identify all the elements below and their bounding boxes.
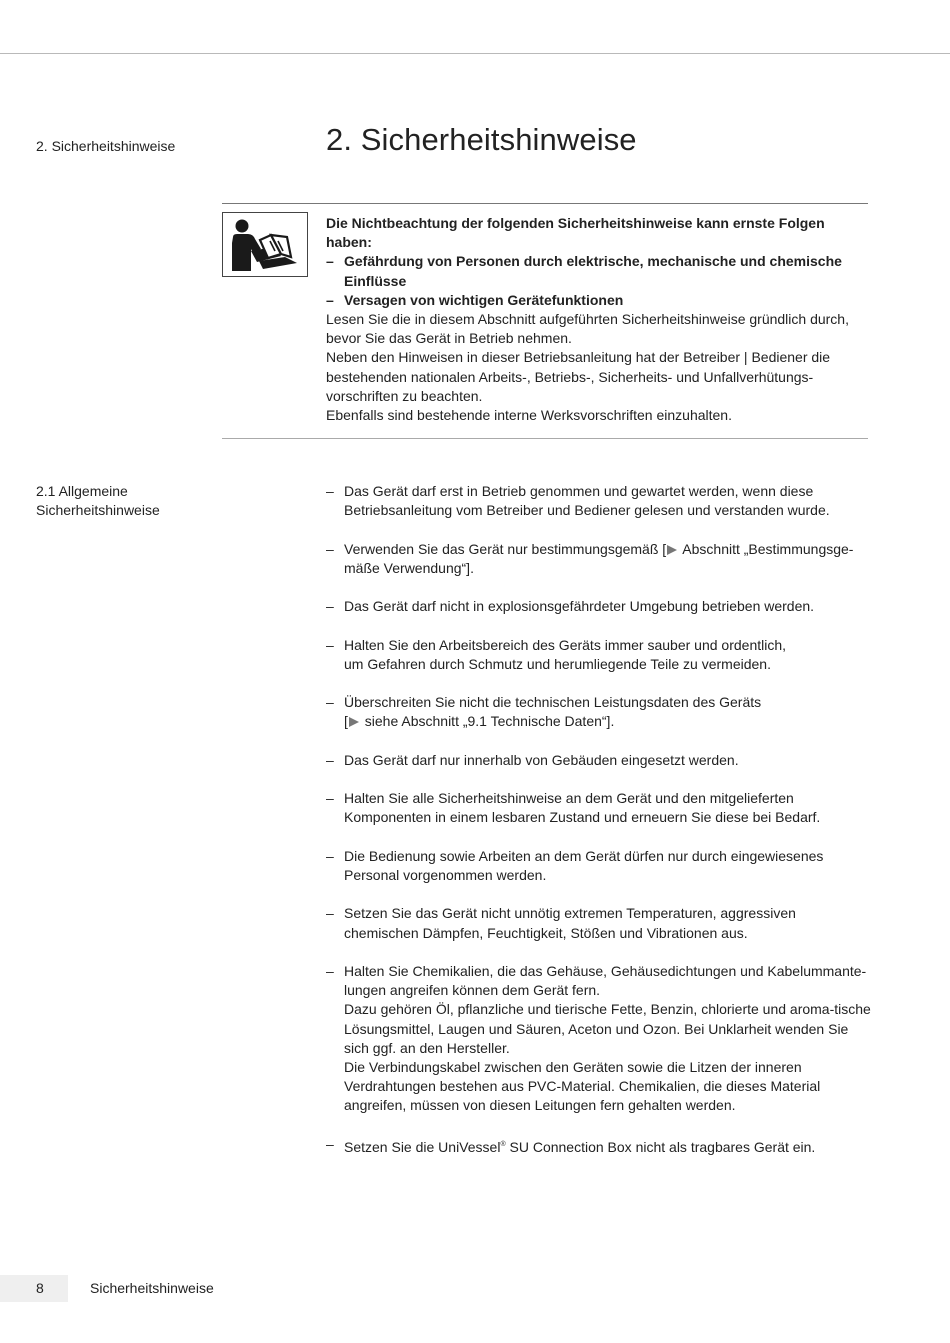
warning-paragraph: Ebenfalls sind bestehende interne Werksvorschriften einzuhalten. bbox=[326, 407, 732, 424]
dash-mark: – bbox=[326, 291, 334, 308]
list-item bbox=[326, 693, 874, 731]
top-rule bbox=[0, 53, 950, 54]
list-item-text: Das Gerät darf erst in Betrieb genommen und gewartet werden, wenn diese Betriebsanleitung vom Betreiber und Bediener gelesen und verstanden wurde. bbox=[344, 483, 830, 519]
subsection-label bbox=[36, 482, 160, 520]
warning-top-rule bbox=[222, 203, 868, 204]
dash-mark: – bbox=[326, 540, 334, 557]
registered-mark: ® bbox=[500, 1140, 506, 1148]
list-item-text: Abschnitt „Bestimmungsge-mäße Verwendung“]. bbox=[344, 540, 854, 576]
list-item bbox=[326, 904, 874, 942]
dash-mark: – bbox=[326, 483, 334, 499]
warning-dash-item bbox=[326, 291, 871, 310]
dash-mark: – bbox=[326, 694, 334, 711]
list-item-line bbox=[344, 712, 874, 731]
warning-paragraph: Lesen Sie die in diesem Abschnitt aufgeführten Sicherheitshinweise gründlich durch, bevor Sie das Gerät in Betrieb nehmen. bbox=[326, 311, 849, 347]
list-item bbox=[326, 482, 874, 520]
warning-text-block bbox=[326, 214, 871, 425]
triangle-right-icon bbox=[667, 545, 677, 555]
page-title: 2. Sicherheitshinweise bbox=[326, 122, 637, 157]
list-item bbox=[326, 636, 874, 674]
bracket-text: [ bbox=[344, 713, 348, 730]
list-item-text: Setzen Sie die UniVessel bbox=[344, 1138, 501, 1155]
warning-dash-text: Gefährdung von Personen durch elektrische, mechanische und chemische Einflüsse bbox=[344, 253, 842, 289]
dash-mark: – bbox=[326, 790, 334, 807]
list-item-paragraph: Dazu gehören Öl, pflanzliche und tierische Fette, Benzin, chlorierte und aroma-tische Lösungsmittel, Laugen und Säuren, Aceton und Ozon. Bei Unklarheit wenden Sie sich ggf. an den Hersteller. bbox=[344, 1001, 871, 1056]
warning-dash-text: Versagen von wichtigen Gerätefunktionen bbox=[344, 291, 624, 308]
list-item-text: Setzen Sie das Gerät nicht unnötig extremen Temperaturen, aggressiven chemischen Dämpfen, Feuchtigkeit, Stößen und Vibrationen aus. bbox=[344, 905, 796, 941]
list-item bbox=[326, 789, 874, 827]
side-section-label: 2. Sicherheitshinweise bbox=[36, 138, 176, 154]
list-item-text: Das Gerät darf nicht in explosionsgefährdeter Umgebung betrieben werden. bbox=[344, 598, 815, 615]
list-item bbox=[326, 1135, 874, 1157]
read-manual-icon bbox=[222, 212, 308, 277]
list-item-text: SU Connection Box nicht als tragbares Gerät ein. bbox=[505, 1138, 816, 1155]
warning-bottom-rule bbox=[222, 438, 868, 439]
dash-mark: – bbox=[326, 751, 334, 768]
dash-mark: – bbox=[326, 847, 334, 864]
list-item bbox=[326, 962, 874, 1116]
subsection-label-line: 2.1 Allgemeine bbox=[36, 483, 128, 499]
footer-label: Sicherheitshinweise bbox=[90, 1280, 214, 1296]
list-item-paragraph: Halten Sie Chemikalien, die das Gehäuse, Gehäusedichtungen und Kabelummante-lungen angreifen können dem Gerät fern. bbox=[344, 962, 867, 999]
list-item-text: Die Bedienung sowie Arbeiten an dem Gerät dürfen nur durch eingewiesenes Personal vorgenommen werden. bbox=[344, 847, 824, 883]
dash-mark: – bbox=[326, 636, 334, 653]
page-number-box bbox=[0, 1275, 68, 1302]
triangle-right-icon bbox=[349, 717, 359, 727]
list-item-text: Halten Sie alle Sicherheitshinweise an dem Gerät und den mitgelieferten Komponenten in einem lesbaren Zustand und erneuern Sie diese bei Bedarf. bbox=[344, 790, 821, 826]
list-item-text: siehe Abschnitt „9.1 Technische Daten“]. bbox=[360, 713, 615, 730]
list-item-line: um Gefahren durch Schmutz und herumliegende Teile zu vermeiden. bbox=[344, 655, 771, 672]
dash-mark: – bbox=[326, 1135, 334, 1152]
list-item-text: Das Gerät darf nur innerhalb von Gebäuden eingesetzt werden. bbox=[344, 751, 739, 768]
dash-mark: – bbox=[326, 253, 334, 270]
list-item bbox=[326, 751, 874, 770]
warning-dash-item bbox=[326, 252, 871, 290]
warning-intro: Die Nichtbeachtung der folgenden Sicherheitshinweise kann ernste Folgen haben: bbox=[326, 215, 825, 251]
dash-mark: – bbox=[326, 598, 334, 615]
dash-mark: – bbox=[326, 905, 334, 922]
list-item-paragraph: Die Verbindungskabel zwischen den Geräten sowie die Litzen der inneren Verdrahtungen bestehen aus PVC-Material. Chemikalien, die dieses Material angreifen, müssen von diesen Leitungen fern gehalten werden. bbox=[344, 1058, 821, 1114]
dash-mark: – bbox=[326, 962, 334, 979]
list-item-line: Überschreiten Sie nicht die technischen Leistungsdaten des Geräts bbox=[344, 694, 762, 711]
page-number: 8 bbox=[36, 1280, 44, 1296]
list-item-text: Verwenden Sie das Gerät nur bestimmungsgemäß [ bbox=[344, 540, 667, 557]
subsection-label-line: Sicherheitshinweise bbox=[36, 502, 160, 519]
safety-list bbox=[326, 482, 874, 1176]
list-item bbox=[326, 597, 874, 616]
list-item-line: Halten Sie den Arbeitsbereich des Geräts immer sauber und ordentlich, bbox=[344, 636, 787, 653]
list-item bbox=[326, 540, 874, 578]
list-item bbox=[326, 847, 874, 885]
warning-paragraph: Neben den Hinweisen in dieser Betriebsanleitung hat der Betreiber | Bediener die bestehenden nationalen Arbeits-, Betriebs-, Sicherheits- und Unfallverhütungs-vorschriften zu beachten. bbox=[326, 349, 831, 404]
